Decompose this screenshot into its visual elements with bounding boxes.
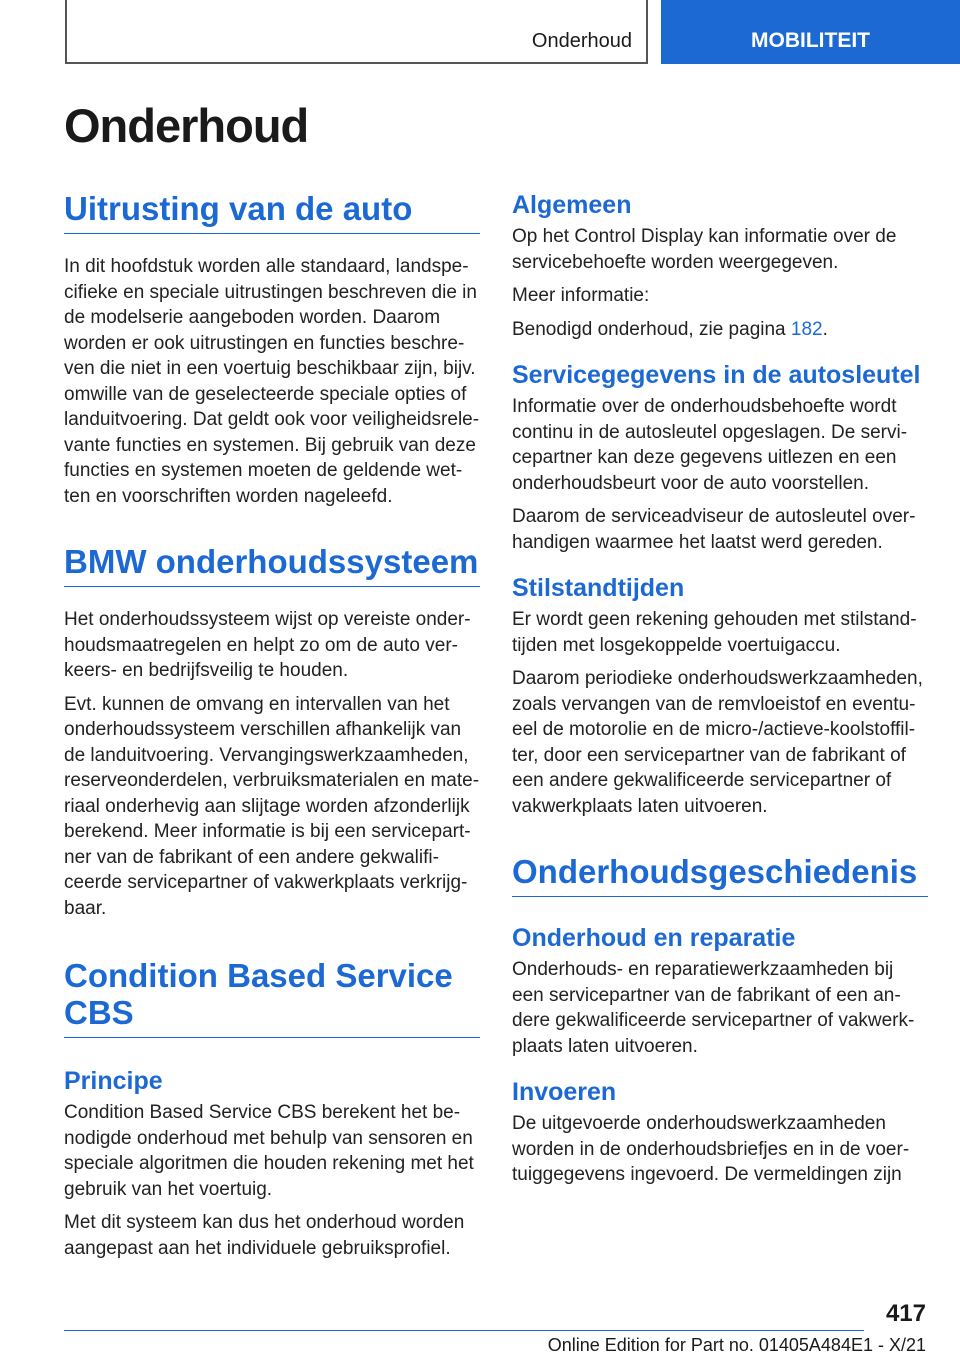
text: . [822,318,828,340]
chapter-tab [661,0,960,64]
paragraph: Meer informatie: [512,285,650,306]
paragraph: Op het Control Display kan informatie over de servicebehoefte worden weergegeven. [512,226,897,273]
page-reference-link[interactable]: 182 [790,318,823,340]
section-heading-uitrusting: Uitrusting van de auto [64,190,480,234]
subheading-algemeen: Algemeen [512,191,632,219]
paragraph: Condition Based Service CBS berekent het be-nodigde onderhoud met behulp van sensoren en speciale algoritmen die houden rekening met het gebruik van het voertuig. [64,1102,474,1200]
page-title: Onderhoud [64,99,309,152]
paragraph: Daarom periodieke onderhoudswerkzaamheden, zoals vervangen van de remvloeistof en eventu-eel de motorolie en de micro-/actieve-koolstoffil-ter, door een servicepartner van de fabrikant of een andere gekwalificeerde servicepartner of vakwerkplaats laten uitvoeren. [512,668,923,817]
paragraph: Er wordt geen rekening gehouden met stilstand-tijden met losgekoppelde voertuigaccu. [512,609,917,656]
page-number: 417 [885,1300,926,1327]
paragraph: Met dit systeem kan dus het onderhoud worden aangepast aan het individuele gebruiksprofiel. [64,1212,465,1259]
left-column [64,190,480,1269]
edition-footer: Online Edition for Part no. 01405A484E1 - X/21 [547,1335,926,1355]
section-heading-onderhoudsgeschiedenis: Onderhoudsgeschiedenis [512,853,928,897]
footer-divider [64,1330,864,1331]
subheading-onderhoud-reparatie: Onderhoud en reparatie [512,924,796,952]
right-column [512,190,928,1196]
subheading-invoeren: Invoeren [512,1078,617,1106]
paragraph: Daarom de serviceadviseur de autosleutel over-handigen waarmee het laatst werd gereden. [512,506,916,553]
paragraph: De uitgevoerde onderhoudswerkzaamheden worden in de onderhoudsbriefjes en in de voer-tuiggegevens ingevoerd. De vermeldingen zijn [512,1113,910,1185]
section-heading-cbs: Condition Based Service CBS [64,957,480,1038]
text: Benodigd onderhoud, zie pagina [512,318,791,340]
paragraph: Onderhouds- en reparatiewerkzaamheden bij een servicepartner van de fabrikant of een an-dere gekwalificeerde servicepartner of vakwerk-plaats laten uitvoeren. [512,959,915,1057]
subheading-servicegegevens: Servicegegevens in de autosleutel [512,361,921,389]
paragraph: In dit hoofdstuk worden alle standaard, landspe-cifieke en speciale uitrustingen beschreven die in de modelserie aangeboden worden. Daarom worden er ook uitrustingen en functies beschre-ven die niet in een voertuig beschikbaar zijn, bijv. omwille van de geselecteerde speciale opties of landuitvoering. Dat geldt ook voor veiligheidsrele-vante functies en systemen. Bij gebruik van deze functies en systemen moeten de geldende wet-ten en voorschriften worden nageleefd. [64,256,480,507]
section-tab-label: Onderhoud [531,30,632,52]
subheading-stilstandtijden: Stilstandtijden [512,574,685,602]
subheading-principe: Principe [64,1067,163,1095]
section-tab [65,0,648,64]
paragraph: Informatie over de onderhoudsbehoefte wordt continu in de autosleutel opgeslagen. De servi-cepartner kan deze gegevens uitlezen en een onderhoudsbeurt voor de auto voorstellen. [512,396,908,494]
paragraph: Het onderhoudssysteem wijst op vereiste onder-houdsmaatregelen en helpt zo om de auto ver-keers- en bedrijfsveilig te houden. [64,609,471,681]
chapter-tab-label: MOBILITEIT [751,29,870,52]
paragraph [512,317,928,343]
section-heading-onderhoudssysteem: BMW onderhoudssysteem [64,543,480,587]
paragraph: Evt. kunnen de omvang en intervallen van het onderhoudssysteem verschillen afhankelijk van de landuitvoering. Vervangingswerkzaamheden, reserveonderdelen, verbruiksmaterialen en mate-riaal onderhevig aan slijtage worden afzonderlijk berekend. Meer informatie is bij een servicepart-ner van de fabrikant of een andere gekwalifi-ceerde servicepartner of vakwerkplaats verkrijg-baar. [64,693,480,919]
